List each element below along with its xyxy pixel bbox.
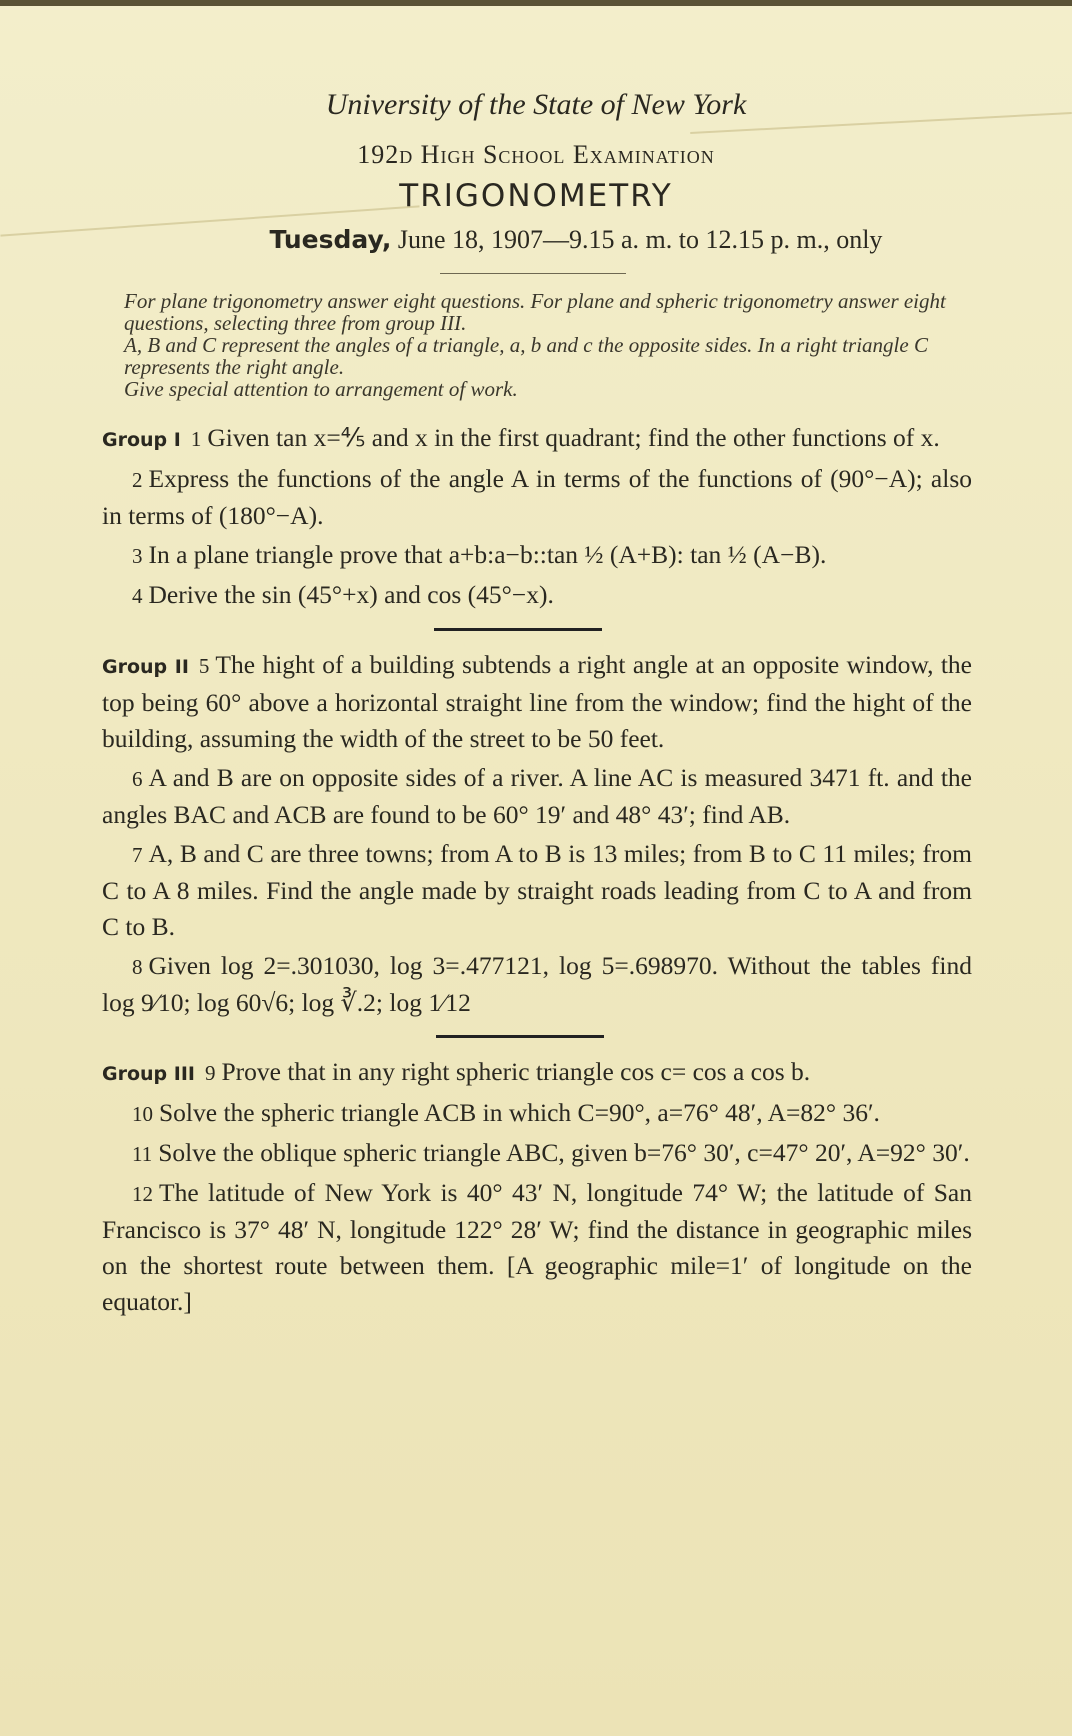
subject-heading: TRIGONOMETRY	[399, 178, 673, 214]
question-number: 12	[132, 1182, 153, 1206]
question-text: Derive the sin (45°+x) and cos (45°−x).	[148, 580, 554, 609]
question-number: 11	[132, 1142, 153, 1166]
exam-questions	[102, 420, 972, 1323]
question-number: 6	[132, 767, 143, 791]
question	[102, 537, 972, 574]
question-number: 7	[132, 843, 143, 867]
question-text: The latitude of New York is 40° 43′ N, longitude 74° W; the latitude of San Francisco is 37° 48′ N, longitude 122° 28′ W; find the distance in geographic miles on the shortest route between them. [A geographic mile=1′ of longitude on the equator.]	[102, 1178, 972, 1316]
group-divider	[434, 628, 602, 631]
header-rule	[440, 273, 626, 274]
question	[102, 1175, 972, 1320]
page-top-edge	[0, 0, 1072, 6]
question-number: 2	[132, 468, 143, 492]
question	[102, 760, 972, 833]
question-number: 1	[190, 427, 202, 451]
question	[102, 420, 972, 458]
group-label: Group III	[102, 1063, 195, 1085]
group-label: Group II	[102, 656, 189, 678]
instructions	[100, 290, 980, 400]
exam-date-line	[40, 225, 1072, 255]
instruction-line: A, B and C represent the angles of a triangle, a, b and c the opposite sides. In a right triangle C represents the right angle.	[124, 333, 928, 379]
question-text: A and B are on opposite sides of a river. A line AC is measured 3471 ft. and the angles BAC and ACB are found to be 60° 19′ and 48° 43′; find AB.	[102, 763, 972, 829]
question-text: The hight of a building subtends a right angle at an opposite window, the top being 60° above a horizontal straight line from the window; find the hight of the building, assuming the width of the street to be 50 feet.	[102, 650, 972, 753]
question	[102, 1054, 972, 1092]
question-number: 9	[204, 1061, 216, 1085]
question	[102, 948, 972, 1021]
university-heading: University of the State of New York	[325, 88, 747, 121]
group-label: Group I	[102, 429, 181, 451]
question	[102, 647, 972, 757]
question	[102, 836, 972, 945]
instruction-line: For plane trigonometry answer eight questions. For plane and spheric trigonometry answer eight questions, selecting three from group III.	[124, 289, 946, 335]
question-text: Given tan x=⅘ and x in the first quadrant; find the other functions of x.	[207, 423, 940, 452]
question-number: 8	[132, 955, 143, 979]
question-text: Solve the spheric triangle ACB in which C=90°, a=76° 48′, A=82° 36′.	[159, 1098, 880, 1127]
question-number: 4	[132, 584, 143, 608]
question-text: Solve the oblique spheric triangle ABC, given b=76° 30′, c=47° 20′, A=92° 30′.	[158, 1138, 970, 1167]
question	[102, 1135, 972, 1172]
question-text: In a plane triangle prove that a+b:a−b::tan ½ (A+B): tan ½ (A−B).	[148, 540, 827, 569]
examination-heading: 192d High School Examination	[357, 140, 715, 169]
instruction-line: Give special attention to arrangement of work.	[124, 377, 518, 401]
question-text: Express the functions of the angle A in terms of the functions of (90°−A); also in terms of (180°−A).	[102, 464, 972, 530]
question-number: 3	[132, 544, 143, 568]
question-number: 10	[132, 1102, 153, 1126]
question	[102, 1095, 972, 1132]
question-text: Prove that in any right spheric triangle cos c= cos a cos b.	[221, 1057, 811, 1086]
question	[102, 461, 972, 534]
question-text: A, B and C are three towns; from A to B is 13 miles; from B to C 11 miles; from C to A 8 miles. Find the angle made by straight roads leading from C to A and from C to B.	[102, 839, 972, 941]
question-number: 5	[198, 654, 210, 678]
question	[102, 577, 972, 614]
question-text: Given log 2=.301030, log 3=.477121, log 5=.698970. Without the tables find log 9⁄10; log 60√6; log ∛.2; log 1⁄12	[102, 951, 972, 1017]
group-divider	[436, 1035, 604, 1038]
exam-day: Tuesday,	[269, 225, 392, 254]
exam-date: June 18, 1907—9.15 a. m. to 12.15 p. m., only	[391, 225, 883, 254]
